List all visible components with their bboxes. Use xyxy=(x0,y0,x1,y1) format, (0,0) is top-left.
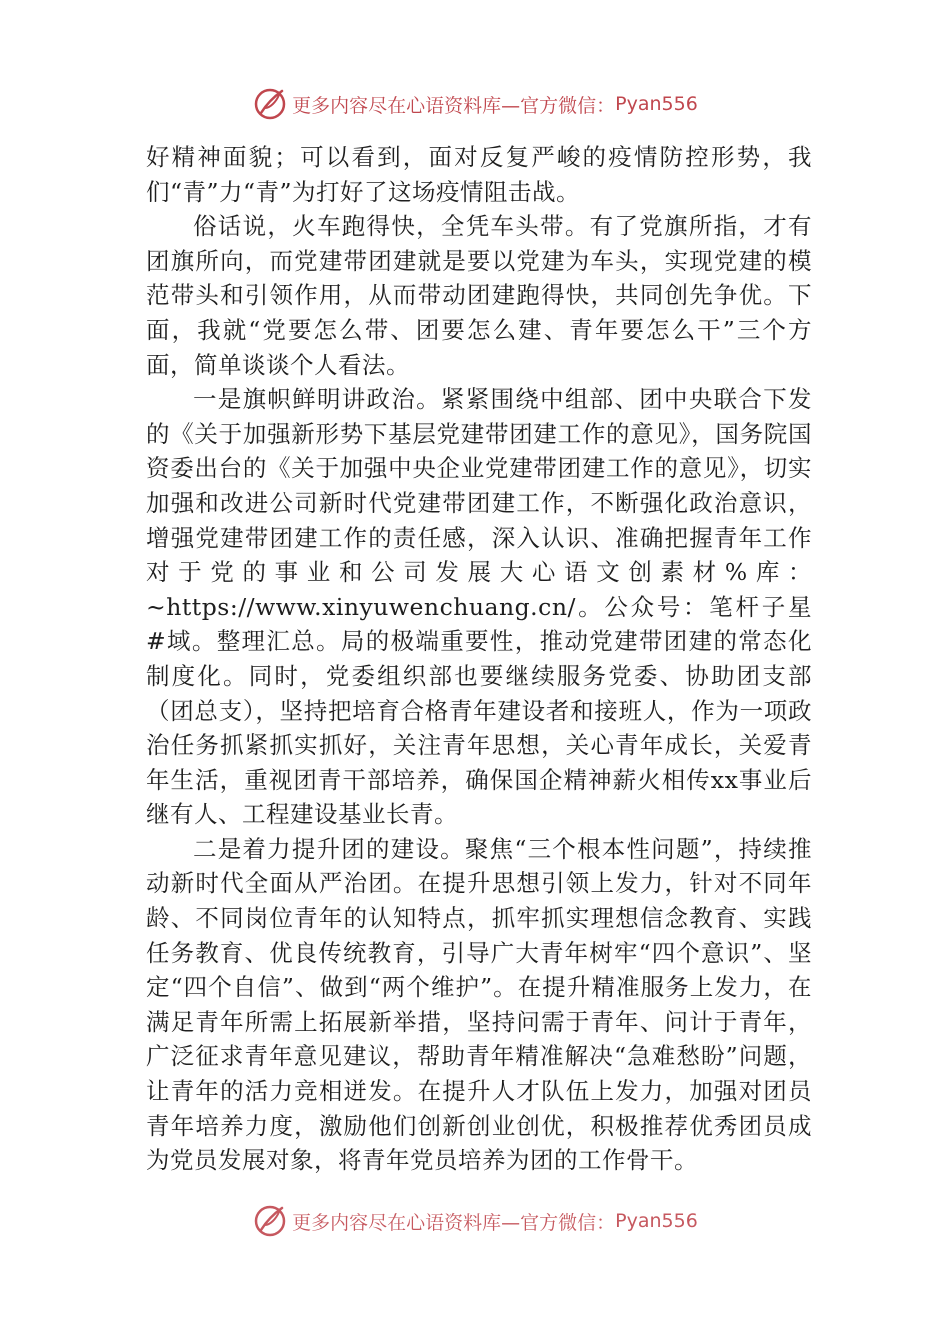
paragraph-3: 一是旗帜鲜明讲政治。紧紧围绕中组部、团中央联合下发的《关于加强新形势下基层党建带团建工作的意见》，国务院国资委出台的《关于加强中央企业党建带团建工作的意见》，切实加强和改进公司新时代党建带团建工作，不断强化政治意识，增强党建带团建工作的责任感，深入认识、准确把握青年工作对于党的事业和公司发展大心语文创素材%库：~https://www.xinyuwenchuang.cn/。公众号：笔杆子星#域。整理汇总。局的极端重要性，推动党建带团建的常态化制度化。同时，党委组织部也要继续服务党委、协助团支部（团总支），坚持把培育合格青年建设者和接班人，作为一项政治任务抓紧抓实抓好，关注青年思想，关心青年成长，关爱青年生活，重视团青干部培养，确保国企精神薪火相传xx事业后继有人、工程建设基业长青。 xyxy=(146,385,812,829)
banner-text: 更多内容尽在心语资料库—官方微信： xyxy=(292,94,616,117)
feather-circle-icon xyxy=(252,1203,288,1239)
header-banner xyxy=(0,84,950,124)
feather-circle-icon xyxy=(252,86,288,122)
banner-id: Pyan556 xyxy=(615,93,698,115)
paragraph-1: 好精神面貌；可以看到，面对反复严峻的疫情防控形势，我们“青”力“青”为打好了这场疫情阻击战。 xyxy=(146,143,812,206)
document-body xyxy=(146,140,812,1178)
paragraph-2: 俗话说，火车跑得快，全凭车头带。有了党旗所指，才有团旗所向，而党建带团建就是要以党建为车头，实现党建的模范带头和引领作用，从而带动团建跑得快，共同创先争优。下面，我就“党要怎么带、团要怎么建、青年要怎么干”三个方面，简单谈谈个人看法。 xyxy=(146,212,812,379)
paragraph-4: 二是着力提升团的建设。聚焦“三个根本性问题”，持续推动新时代全面从严治团。在提升思想引领上发力，针对不同年龄、不同岗位青年的认知特点，抓牢抓实理想信念教育、实践任务教育、优良传统教育，引导广大青年树牢“四个意识”、坚定“四个自信”、做到“两个维护”。在提升精准服务上发力，在满足青年所需上拓展新举措，坚持问需于青年、问计于青年，广泛征求青年意见建议，帮助青年精准解决“急难愁盼”问题，让青年的活力竞相迸发。在提升人才队伍上发力，加强对团员青年培养力度，激励他们创新创业创优，积极推荐优秀团员成为党员发展对象，将青年党员培养为团的工作骨干。 xyxy=(146,834,812,1175)
footer-banner-id: Pyan556 xyxy=(615,1210,698,1232)
footer-banner xyxy=(0,1202,950,1240)
footer-banner-text: 更多内容尽在心语资料库—官方微信： xyxy=(292,1211,616,1234)
